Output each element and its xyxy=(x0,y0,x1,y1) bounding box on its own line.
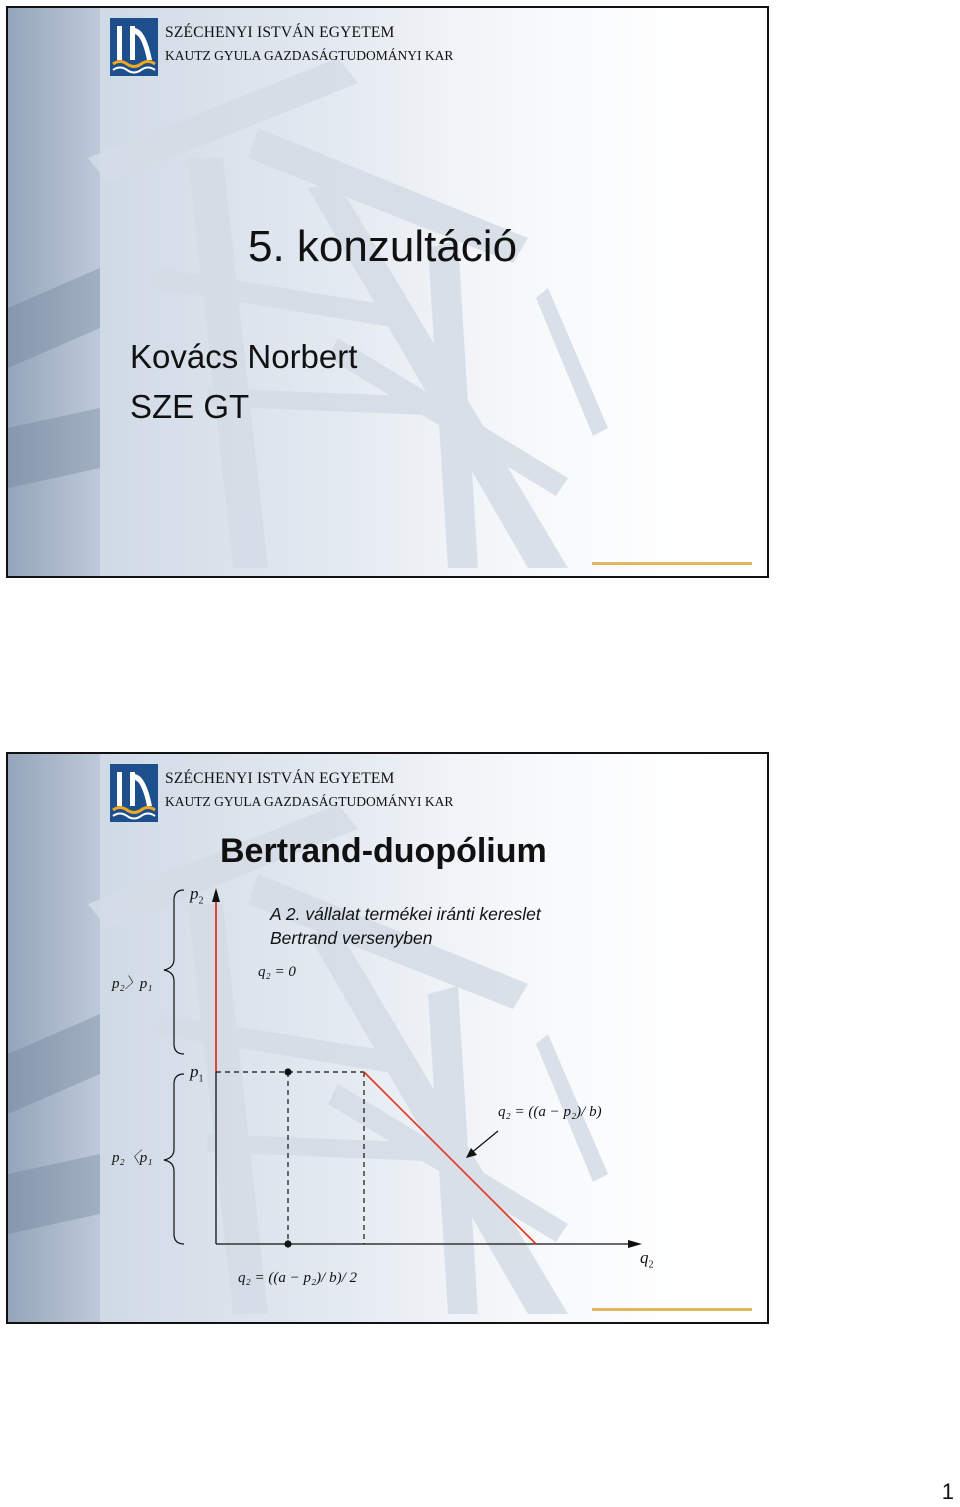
p1-label: $p_1$ xyxy=(190,1062,204,1085)
y-axis-label: $p_2$ xyxy=(190,884,204,907)
caption-line-1: A 2. vállalat termékei iránti kereslet xyxy=(270,904,541,924)
faculty-name: KAUTZ GYULA GAZDASÁGTUDOMÁNYI KAR xyxy=(165,794,454,809)
slide-title: Bertrand-duopólium xyxy=(220,832,547,870)
zero-demand-label: q₂ = 0 xyxy=(258,964,296,980)
half-demand-formula-label: q₂ = ((a − p₂)/ b)/ 2 xyxy=(238,1270,357,1286)
author-name: Kovács Norbert xyxy=(130,338,358,375)
page-number: 1 xyxy=(941,1479,954,1504)
gold-accent-rule xyxy=(592,1308,752,1311)
x-axis-arrow-icon xyxy=(628,1240,642,1248)
bridge-background-image xyxy=(8,8,769,578)
price-point-dot xyxy=(284,1068,291,1075)
institution-name: SZE GT xyxy=(130,388,250,425)
x-axis-label: $q_2$ xyxy=(640,1248,654,1271)
bridge-logo-icon xyxy=(110,18,158,76)
y-axis-arrow-icon xyxy=(212,888,220,902)
slide-title: 5. konzultáció xyxy=(248,222,518,271)
gold-accent-rule xyxy=(592,562,752,565)
lower-region-brace xyxy=(164,1074,184,1244)
university-name: SZÉCHENYI ISTVÁN EGYETEM xyxy=(165,24,395,41)
university-name: SZÉCHENYI ISTVÁN EGYETEM xyxy=(165,770,395,787)
upper-region-label: p₂〉p₁ xyxy=(112,976,153,992)
slide-2 xyxy=(6,752,769,1324)
lower-region-label: p₂〈p₁ xyxy=(112,1150,153,1166)
half-demand-dot xyxy=(284,1240,291,1247)
demand-diagram xyxy=(8,754,769,1324)
faculty-name: KAUTZ GYULA GAZDASÁGTUDOMÁNYI KAR xyxy=(165,48,454,63)
demand-line xyxy=(364,1072,536,1244)
demand-formula-label: q₂ = ((a − p₂)/ b) xyxy=(498,1104,602,1120)
upper-region-brace xyxy=(164,890,184,1054)
slide-1 xyxy=(6,6,769,578)
formula-pointer-line xyxy=(470,1131,498,1154)
caption-line-2: Bertrand versenyben xyxy=(270,928,433,948)
